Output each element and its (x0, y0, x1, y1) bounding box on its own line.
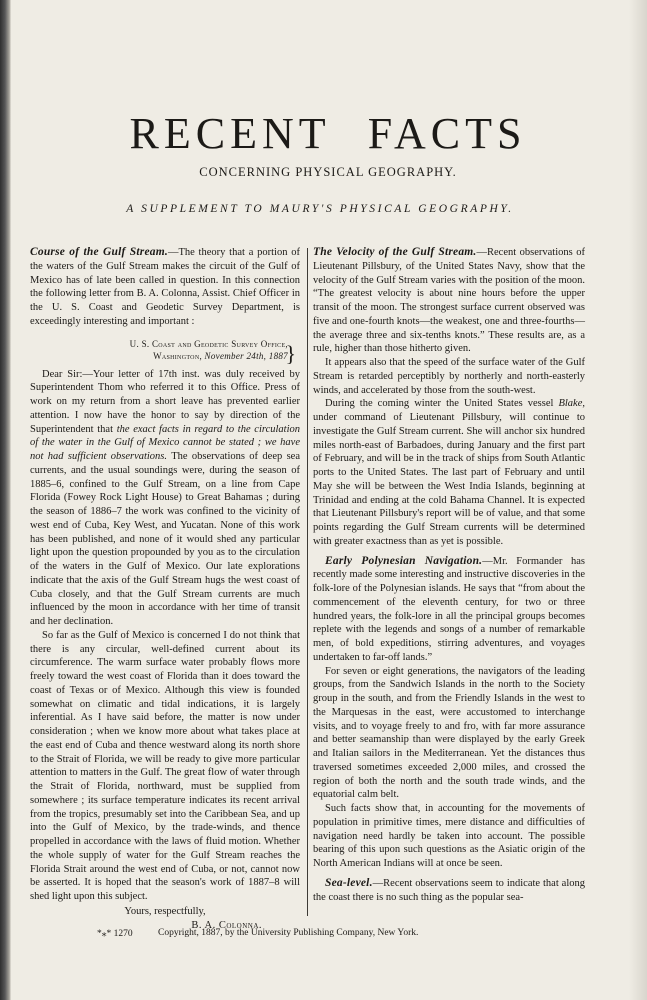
letter-p1-start: Dear Sir:—Your letter of 17th inst. was duly received by Superintendent Thom who referred it to this Office. Press of work on my return from a short leave has prevented earlier attention. I now have the honor to say by direction of the Superintendent that (30, 368, 300, 435)
gulf-stream-intro (30, 246, 300, 329)
velocity-paragraph-1 (313, 246, 585, 356)
vessel-name: Blake (558, 398, 583, 410)
sea-level-heading: Sea-level. (325, 876, 373, 889)
gulf-stream-intro-text: —The theory that a portion of the waters of the Gulf Stream makes the circuit of the Gulf of Mexico has of late been called in question. In this connection the following letter from B. A. Colonna, Assist. Chief Officer in the U. S. Coast and Geodetic Survey Department, is exceedingly interesting and important : (30, 247, 300, 327)
letter-p1-emphasis: the exact facts in regard to the circulation of the water in the Gulf of Mexico cannot be stated ; we have not had sufficient observations. (30, 423, 300, 462)
velocity-p3-end: , under command of Lieutenant Pillsbury, will continue to investigate the Gulf Stream current. She will anchor six hundred miles north-east of Barbadoes, during January and the first part of February, and will be in the track of ships from South Atlantic ports to the United States. The last part of February and until May she will be between the West India Islands, beginning at Trinidad and ending at the cold Bahama Channel. It is expected that Lieutenant Pillsbury's report will be of value, and that some points regarding the Gulf Stream currents will be determined with greater exactness than as yet is possible. (313, 398, 585, 547)
page-title: RECENT FACTS (129, 109, 527, 158)
velocity-paragraph-2: It appears also that the speed of the surface water of the Gulf Stream is retarded perceptibly by northerly and north-easterly winds, and accelerated by those from the south-west. (313, 357, 585, 396)
gulf-stream-heading: Course of the Gulf Stream. (30, 246, 168, 258)
page-number: *⁎* 1270 (97, 929, 133, 939)
letter-address (30, 338, 300, 362)
right-column (313, 246, 585, 904)
letter-paragraph-2: So far as the Gulf of Mexico is concerned I do not think that there is any circular, well-defined current about its circumference. The warm surface water probably flows more freely toward the west coast of Florida than it does toward the coast of Texas or of Mexico. Although this view is founded somewhat on climatic and tidal indications, it is largely inferential. As I have said before, the matter is now under consideration ; when we know more about what takes place at the east end of Cuba and thence westward along its north shore to the Strait of Florida, we will be ready to give more particular attention to matters in the Gulf. The great flow of water through the Strait of Florida, northward, must be supplied from somewhere ; its surface temperature indicates its recent arrival from the tropics, presumably set into the Caribbean Sea, and up into the Gulf of Mexico, by the trade-winds, and thence propelled in accordance with the laws of fluid motion. Whether the whole supply of water for the Gulf Stream reaches the Florida Strait around the west end of Cuba, or not, cannot now be asserted. It is hoped that the season's work of 1887–8 will shed light upon this subject. (30, 629, 300, 902)
letter-paragraph-1 (30, 368, 300, 629)
address-place: Washington, (153, 350, 205, 361)
address-place-date (30, 350, 288, 362)
polynesian-p1-text: —Mr. Formander has recently made some interesting and instructive discoveries in the folk-lore of the Polynesian islands. He says that “from about the commencement of the eleventh century, for two or three hundred years, the folk-lore in all the principal groups becomes replete with the legends and songs of a number of remarkable men, of bold expeditions, stirring adventures, and voyages undertaken to far-off lands.” (313, 555, 585, 663)
polynesian-paragraph-3: Such facts show that, in accounting for the movements of population in primitive times, mere distance and difficulties of navigation need hardly be taken into account. The possible bearing of this upon such questions as the Asiatic origin of the North American Indians will at once be seen. (313, 803, 585, 869)
column-divider (307, 248, 308, 916)
letter-p1-end: The observations of deep sea currents, and the usual soundings were, during the season of 1885–6, confined to the Gulf Stream, on a line from Cape Florida (Fowey Rock Light House) to Great Bahamas ; during the season of 1886–7 the work was confined to the vicinity of west end of Cuba, Key West, and Yucatan. None of this work has been published, and none of it would shed any particular light upon the question propounded by you as to the circulation of the waters in the Gulf of Mexico. Our late explorations indicate that the axis of the Gulf Stream hugs the west coast of Cuba closely, and that the Gulf Stream currents are much influenced by the moon in accordance with her time of transit and her declination. (30, 451, 301, 627)
left-column (30, 246, 300, 932)
sea-level-paragraph (313, 877, 585, 905)
polynesian-paragraph-2: For seven or eight generations, the navigators of the leading groups, from the Sandwich Islands in the north to the Society group in the south, and from the Friendly Islands in the west to the Marquesas in the east, were accustomed to interchange visits, and to voyage freely to and fro, with far more assurance and better seamanship than were displayed by the early Greek and Italian sailors in the Mediterranean. Yet the distances thus traversed sometimes exceeded 2,000 miles, and crossed the region of both the north and the south trade winds, and the equatorial calm belt. (313, 665, 585, 801)
letter-closing: Yours, respectfully, (124, 905, 206, 917)
sea-level-text: —Recent observations seem to indicate that along the coast there is no such thing as the popular sea- (313, 877, 585, 903)
velocity-heading: The Velocity of the Gulf Stream. (313, 246, 477, 258)
velocity-paragraph-3 (313, 397, 585, 548)
address-brace: } (285, 341, 296, 366)
address-office: U. S. Coast and Geodetic Survey Office, (129, 338, 288, 349)
letter-signature: B. A. Colonna. (191, 919, 262, 931)
address-date: November 24th, 1887 (204, 350, 288, 361)
page-subtitle: CONCERNING PHYSICAL GEOGRAPHY. (199, 165, 457, 179)
velocity-p3-start: During the coming winter the United States vessel (325, 398, 559, 410)
polynesian-heading: Early Polynesian Navigation. (325, 554, 483, 567)
polynesian-paragraph-1 (313, 555, 585, 665)
velocity-p1-text: —Recent observations of Lieutenant Pillsbury, of the United States Navy, show that the velocity of the Gulf Stream varies with the position of the moon. “The greatest velocity is about nine hours before the upper transit of the moon. The strongest surface current observed was five and one-fourth knots—the weakest, one and three-fourths—the average three and six-tenths knots.” These results are, as a rule, higher than those hitherto given. (313, 247, 585, 355)
supplement-line: A SUPPLEMENT TO MAURY'S PHYSICAL GEOGRAPHY. (126, 203, 514, 215)
copyright-line: Copyright, 1887, by the University Publishing Company, New York. (158, 928, 419, 938)
